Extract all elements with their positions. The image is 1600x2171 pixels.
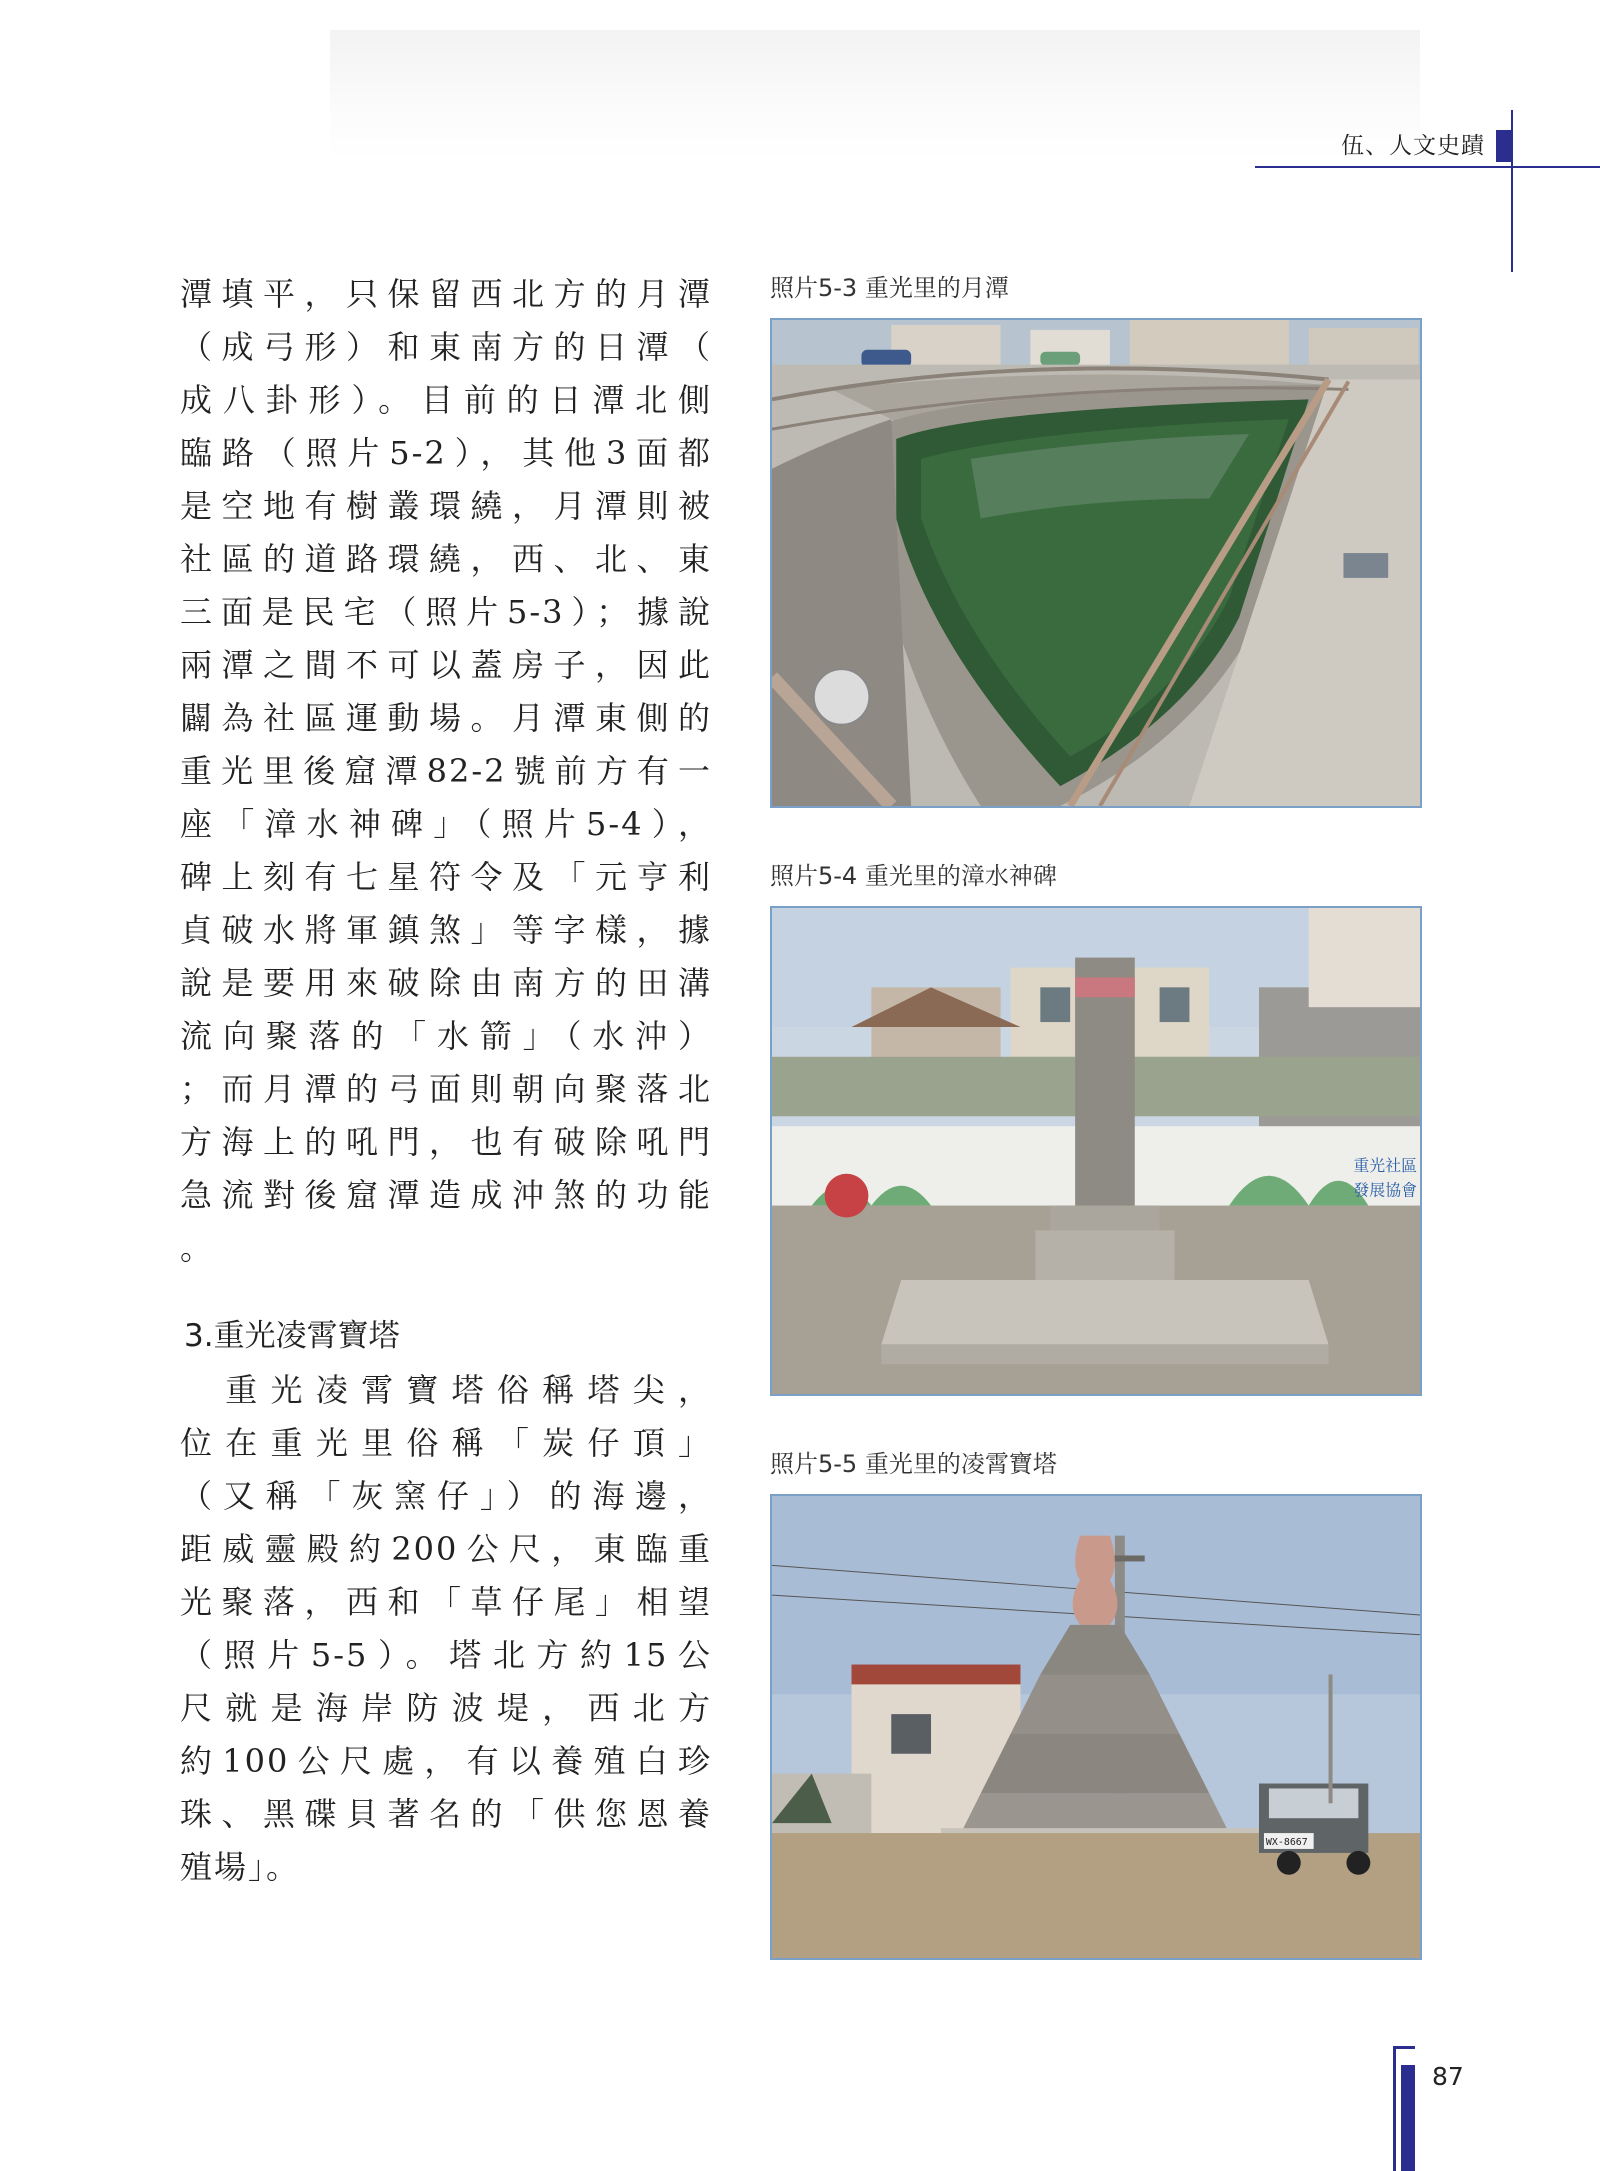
footer-rule <box>1393 2046 1396 2171</box>
body-line: 貞破水將軍鎮煞」等字樣，據 <box>180 911 712 949</box>
body-line: 方海上的吼門，也有破除吼門 <box>180 1123 712 1161</box>
chapter-title: 伍、人文史蹟 <box>1341 133 1485 159</box>
body-line: （成弓形）和東南方的日潭（ <box>180 328 712 366</box>
mural-text-line2: 發展協會 <box>1353 1180 1417 1200</box>
section-line: 位在重光里俗稱「炭仔頂」 <box>180 1424 712 1462</box>
license-plate: WX-8667 <box>1265 1836 1308 1848</box>
header-accent-block <box>1496 130 1512 162</box>
body-line: 重光里後窟潭82-2號前方有一 <box>180 752 712 790</box>
body-line: 。 <box>180 1229 215 1267</box>
body-line: 碑上刻有七星符令及「元亨利 <box>180 858 712 896</box>
header-band <box>330 30 1420 160</box>
page-number: 87 <box>1432 2062 1464 2091</box>
body-line: 闢為社區運動場。月潭東側的 <box>180 699 712 737</box>
footer-accent-block <box>1401 2065 1415 2171</box>
photo-stele <box>770 906 1422 1396</box>
section-line: 殖場」。 <box>180 1848 301 1886</box>
mural-text-line1: 重光社區 <box>1353 1155 1417 1175</box>
body-line: 三面是民宅（照片5-3）；據說 <box>180 593 712 631</box>
body-line: 急流對後窟潭造成沖煞的功能 <box>180 1176 712 1214</box>
section-line: 重光凌霄寶塔俗稱塔尖， <box>180 1371 712 1409</box>
body-text <box>180 268 712 1275</box>
body-line: 成八卦形）。目前的日潭北側 <box>180 381 712 419</box>
body-line: 說是要用來破除由南方的田溝 <box>180 964 712 1002</box>
body-line: 是空地有樹叢環繞，月潭則被 <box>180 487 712 525</box>
section-line: 光聚落，西和「草仔尾」相望 <box>180 1583 712 1621</box>
section-line: （又稱「灰窯仔」）的海邊， <box>180 1477 712 1515</box>
section-line: （照片5-5）。塔北方約15公 <box>180 1636 712 1674</box>
body-line: 潭填平，只保留西北方的月潭 <box>180 275 712 313</box>
body-line: 座「漳水神碑」（照片5-4）， <box>180 805 712 843</box>
section-line: 約100公尺處，有以養殖白珍 <box>180 1742 712 1780</box>
body-line: 兩潭之間不可以蓋房子，因此 <box>180 646 712 684</box>
header-rule <box>1255 166 1600 168</box>
figure-caption-pagoda: 照片5-5 重光里的凌霄寶塔 <box>770 1450 1057 1478</box>
photo-pagoda <box>770 1494 1422 1960</box>
section-line: 尺就是海岸防波堤，西北方 <box>180 1689 712 1727</box>
figure-caption-moon-pond: 照片5-3 重光里的月潭 <box>770 274 1009 302</box>
body-line: 流向聚落的「水箭」（水沖） <box>180 1017 712 1055</box>
section-heading: 3.重光凌霄寶塔 <box>184 1318 400 1354</box>
footer-tick <box>1393 2046 1415 2049</box>
section-text <box>180 1364 712 1894</box>
header-vertical-rule <box>1511 110 1513 272</box>
photo-moon-pond <box>770 318 1422 808</box>
section-line: 珠、黑碟貝著名的「供您恩養 <box>180 1795 712 1833</box>
body-line: ；而月潭的弓面則朝向聚落北 <box>180 1070 712 1108</box>
figure-caption-stele: 照片5-4 重光里的漳水神碑 <box>770 862 1057 890</box>
body-line: 臨路（照片5-2），其他3面都 <box>180 434 712 472</box>
body-line: 社區的道路環繞，西、北、東 <box>180 540 712 578</box>
section-line: 距威靈殿約200公尺，東臨重 <box>180 1530 712 1568</box>
